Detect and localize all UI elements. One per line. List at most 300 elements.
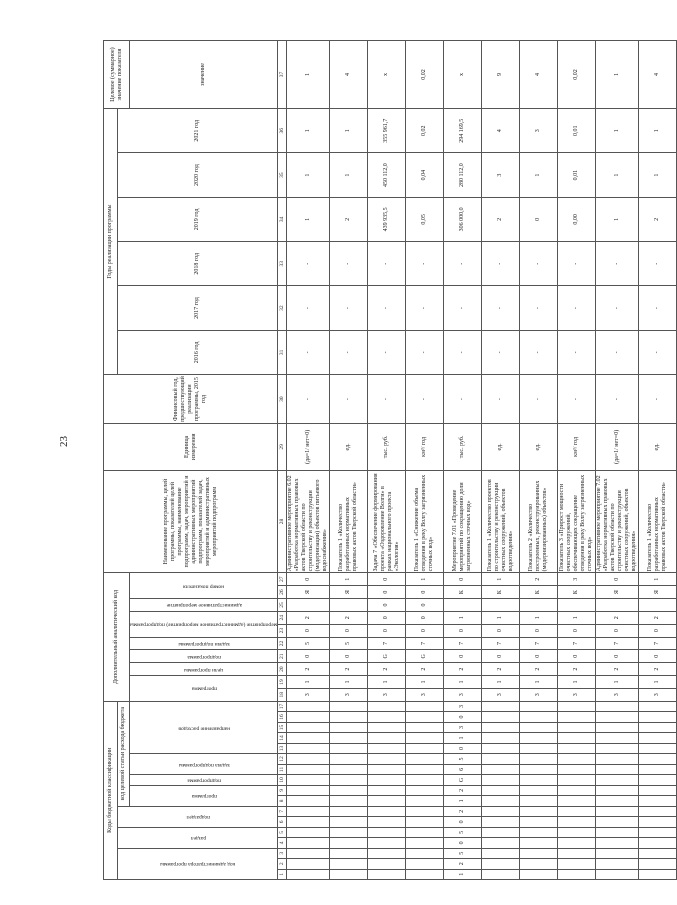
row-year-value: 2 bbox=[482, 197, 520, 241]
header-classification: Коды бюджетной классификации bbox=[104, 701, 118, 879]
budget-code-cell bbox=[520, 838, 558, 848]
row-fin-year: - bbox=[639, 375, 677, 424]
budget-code-cell bbox=[596, 764, 639, 774]
row-unit: км³/ год bbox=[406, 424, 444, 471]
row-name: Показатель 1 «Снижение объема отведения в реку Волгу загрязненных сточных вод» bbox=[406, 470, 444, 573]
budget-code-cell bbox=[558, 838, 596, 848]
row-year-value: - bbox=[639, 330, 677, 374]
row-unit: км³/ год bbox=[558, 424, 596, 471]
row-year-value: - bbox=[287, 242, 330, 286]
row-year-value: - bbox=[406, 242, 444, 286]
budget-code-cell bbox=[330, 775, 368, 785]
budget-code-cell bbox=[596, 869, 639, 879]
row-fin-year: - bbox=[482, 375, 520, 424]
budget-code-cell bbox=[558, 859, 596, 869]
budget-code-cell bbox=[330, 859, 368, 869]
row-unit: ед. bbox=[482, 424, 520, 471]
budget-code-cell bbox=[406, 869, 444, 879]
analytic-code-cell: 2 bbox=[558, 663, 596, 676]
row-unit: ед. bbox=[330, 424, 368, 471]
budget-code-cell bbox=[330, 701, 368, 712]
header-event: мероприятие (административное мероприятие) подпрограммы bbox=[130, 611, 278, 637]
column-number: 13 bbox=[278, 743, 287, 753]
column-number: 14 bbox=[278, 733, 287, 743]
budget-code-cell bbox=[482, 754, 520, 764]
column-number: 17 bbox=[278, 701, 287, 712]
analytic-code-cell: 2 bbox=[520, 573, 558, 586]
row-year-value: - bbox=[520, 286, 558, 330]
row-year-value: 0,05 bbox=[406, 197, 444, 241]
row-year-value: 1 bbox=[330, 153, 368, 197]
analytic-code-cell bbox=[482, 599, 520, 612]
analytic-code-cell: 0 bbox=[444, 624, 482, 637]
row-year-value: - bbox=[368, 286, 406, 330]
budget-code-cell bbox=[406, 722, 444, 732]
budget-code-cell: 3 bbox=[444, 722, 482, 732]
budget-code-cell bbox=[596, 743, 639, 753]
budget-code-cell bbox=[520, 733, 558, 743]
table-row bbox=[444, 41, 482, 880]
column-number: 28 bbox=[278, 470, 287, 573]
column-number: 7 bbox=[278, 806, 287, 816]
row-year-value: 280 112,0 bbox=[444, 153, 482, 197]
analytic-code-cell: 3 bbox=[520, 688, 558, 701]
row-year-value: - bbox=[444, 286, 482, 330]
row-year-value: 2 bbox=[330, 197, 368, 241]
analytic-code-cell: 0 bbox=[558, 650, 596, 663]
row-name: Административное мероприятие 6.02 «Разработка нормативных правовых актов Тверской области по строительству и реконструкции (модернизации) объектов питьевого водоснабжения» bbox=[287, 470, 330, 573]
budget-code-cell bbox=[482, 722, 520, 732]
analytic-code-cell: 0 bbox=[482, 624, 520, 637]
header-direction: направление расходов bbox=[130, 701, 278, 754]
budget-code-cell bbox=[639, 785, 677, 795]
column-number: 29 bbox=[278, 424, 287, 471]
row-target-value: 0,02 bbox=[406, 41, 444, 109]
row-year-value: - bbox=[368, 242, 406, 286]
budget-code-cell bbox=[368, 712, 406, 722]
row-year-value: - bbox=[444, 242, 482, 286]
analytic-code-cell: 0 bbox=[639, 624, 677, 637]
table-row bbox=[482, 41, 520, 880]
analytic-code-cell: 1 bbox=[482, 573, 520, 586]
budget-code-cell bbox=[368, 754, 406, 764]
column-number: 22 bbox=[278, 637, 287, 650]
budget-code-cell bbox=[596, 785, 639, 795]
budget-code-cell bbox=[287, 785, 330, 795]
analytic-code-cell: 2 bbox=[287, 611, 330, 624]
header-budget-subgroup: код целевой статьи расхода бюджета bbox=[118, 701, 130, 806]
analytic-code-cell: 2 bbox=[639, 663, 677, 676]
analytic-code-cell: Я bbox=[287, 586, 330, 599]
budget-code-cell bbox=[482, 796, 520, 806]
budget-code-cell bbox=[330, 838, 368, 848]
analytic-code-cell: 0 bbox=[368, 624, 406, 637]
row-target-value: 1 bbox=[596, 41, 639, 109]
budget-code-cell bbox=[639, 796, 677, 806]
budget-code-cell bbox=[520, 796, 558, 806]
header-sub: подпрограмма bbox=[130, 650, 278, 663]
budget-code-cell bbox=[368, 838, 406, 848]
row-fin-year: - bbox=[520, 375, 558, 424]
analytic-code-cell: 1 bbox=[287, 676, 330, 689]
analytic-code-cell: 0 bbox=[596, 650, 639, 663]
budget-code-cell bbox=[368, 869, 406, 879]
budget-code-cell bbox=[596, 754, 639, 764]
row-year-value: 2 bbox=[639, 197, 677, 241]
row-year-value: - bbox=[596, 286, 639, 330]
budget-code-cell: 2 bbox=[444, 859, 482, 869]
budget-code-cell bbox=[406, 775, 444, 785]
budget-code-cell bbox=[596, 733, 639, 743]
row-target-value: 4 bbox=[330, 41, 368, 109]
budget-code-cell bbox=[596, 848, 639, 858]
analytic-code-cell: 0 bbox=[639, 650, 677, 663]
column-number: 36 bbox=[278, 109, 287, 153]
budget-code-cell bbox=[558, 743, 596, 753]
budget-code-cell bbox=[287, 859, 330, 869]
row-name: Показатель 3 «Прирост мощности очистных сооружений, обеспечивающих сокращение отведения в реку Волгу загрязненных сточных вод» bbox=[558, 470, 596, 573]
column-number: 37 bbox=[278, 41, 287, 109]
column-number: 27 bbox=[278, 573, 287, 586]
budget-code-cell: 5 bbox=[444, 827, 482, 837]
column-number: 30 bbox=[278, 375, 287, 424]
analytic-code-cell: К bbox=[482, 586, 520, 599]
budget-code-cell bbox=[520, 785, 558, 795]
budget-code-cell bbox=[287, 701, 330, 712]
row-target-value: х bbox=[444, 41, 482, 109]
column-numbers-row bbox=[278, 41, 287, 880]
budget-code-cell bbox=[406, 827, 444, 837]
analytic-code-cell: 0 bbox=[406, 586, 444, 599]
budget-code-cell: 3 bbox=[444, 701, 482, 712]
row-year-value: 1 bbox=[287, 109, 330, 153]
budget-code-cell: 1 bbox=[444, 796, 482, 806]
column-number: 1 bbox=[278, 869, 287, 879]
budget-code-cell: 0 bbox=[444, 712, 482, 722]
analytic-code-cell: 0 bbox=[287, 624, 330, 637]
analytic-code-cell: 1 bbox=[558, 611, 596, 624]
budget-code-cell bbox=[287, 743, 330, 753]
budget-code-cell bbox=[287, 722, 330, 732]
budget-code-cell bbox=[596, 712, 639, 722]
budget-code-cell bbox=[368, 848, 406, 858]
budget-code-cell bbox=[406, 764, 444, 774]
analytic-code-cell: 0 bbox=[406, 624, 444, 637]
budget-code-cell bbox=[639, 743, 677, 753]
row-year-value: - bbox=[287, 286, 330, 330]
budget-code-cell: 0 bbox=[444, 838, 482, 848]
analytic-code-cell: 7 bbox=[596, 637, 639, 650]
analytic-code-cell: 7 bbox=[558, 637, 596, 650]
header-number: номер показателя bbox=[130, 573, 278, 599]
budget-code-cell bbox=[558, 848, 596, 858]
analytic-code-cell: 1 bbox=[330, 676, 368, 689]
budget-code-cell bbox=[558, 733, 596, 743]
row-year-value: - bbox=[482, 330, 520, 374]
year-2020: 2020 год bbox=[118, 153, 278, 197]
budget-code-cell bbox=[558, 722, 596, 732]
budget-code-cell bbox=[482, 764, 520, 774]
budget-code-cell bbox=[520, 743, 558, 753]
row-target-value: 1 bbox=[287, 41, 330, 109]
budget-code-cell bbox=[520, 827, 558, 837]
budget-code-cell bbox=[368, 743, 406, 753]
analytic-code-cell: 2 bbox=[406, 663, 444, 676]
budget-code-cell bbox=[482, 733, 520, 743]
budget-code-cell bbox=[330, 785, 368, 795]
analytic-code-cell: Я bbox=[330, 586, 368, 599]
row-fin-year: - bbox=[330, 375, 368, 424]
budget-code-cell bbox=[482, 701, 520, 712]
row-year-value: 306 000,0 bbox=[444, 197, 482, 241]
budget-code-cell bbox=[520, 712, 558, 722]
analytic-code-cell bbox=[287, 599, 330, 612]
budget-code-cell bbox=[558, 775, 596, 785]
budget-code-cell bbox=[330, 733, 368, 743]
analytic-code-cell: 0 bbox=[287, 573, 330, 586]
analytic-code-cell: G bbox=[368, 650, 406, 663]
header-value: значение bbox=[130, 41, 278, 109]
header-admin-sign: административное мероприятие bbox=[130, 599, 278, 612]
analytic-code-cell: 7 bbox=[639, 637, 677, 650]
budget-code-cell bbox=[482, 838, 520, 848]
column-number: 23 bbox=[278, 624, 287, 637]
analytic-code-cell: 5 bbox=[330, 637, 368, 650]
budget-code-cell bbox=[639, 733, 677, 743]
analytic-code-cell: 3 bbox=[444, 688, 482, 701]
analytic-code-cell: К bbox=[558, 586, 596, 599]
budget-code-cell: 6 bbox=[444, 764, 482, 774]
budget-code-cell bbox=[520, 848, 558, 858]
row-year-value: - bbox=[558, 286, 596, 330]
budget-code-cell bbox=[368, 785, 406, 795]
row-year-value: - bbox=[330, 286, 368, 330]
analytic-code-cell: 1 bbox=[482, 676, 520, 689]
row-year-value: - bbox=[482, 242, 520, 286]
analytic-code-cell: 0 bbox=[520, 650, 558, 663]
budget-code-cell bbox=[406, 754, 444, 764]
analytic-code-cell: 1 bbox=[406, 676, 444, 689]
row-target-value: х bbox=[368, 41, 406, 109]
row-year-value: 1 bbox=[520, 153, 558, 197]
analytic-code-cell bbox=[520, 599, 558, 612]
analytic-code-cell bbox=[596, 599, 639, 612]
column-number: 5 bbox=[278, 827, 287, 837]
analytic-code-cell: 0 bbox=[287, 650, 330, 663]
row-unit: тыс. руб. bbox=[368, 424, 406, 471]
row-year-value: - bbox=[558, 242, 596, 286]
analytic-code-cell: 3 bbox=[558, 573, 596, 586]
budget-code-cell bbox=[406, 838, 444, 848]
budget-code-cell bbox=[406, 806, 444, 816]
budget-code-cell bbox=[639, 817, 677, 827]
analytic-code-cell: 1 bbox=[558, 676, 596, 689]
budget-code-cell bbox=[558, 796, 596, 806]
budget-code-cell bbox=[368, 859, 406, 869]
budget-code-cell bbox=[596, 838, 639, 848]
column-number: 12 bbox=[278, 754, 287, 764]
column-number: 11 bbox=[278, 764, 287, 774]
analytic-code-cell: 2 bbox=[596, 611, 639, 624]
budget-code-cell bbox=[520, 701, 558, 712]
budget-code-cell bbox=[520, 806, 558, 816]
row-year-value: 0,00 bbox=[558, 197, 596, 241]
analytic-code-cell: 3 bbox=[482, 688, 520, 701]
budget-code-cell bbox=[287, 838, 330, 848]
budget-code-cell: 2 bbox=[444, 806, 482, 816]
budget-code-cell bbox=[330, 869, 368, 879]
budget-code-cell bbox=[639, 754, 677, 764]
row-unit: тыс. руб. bbox=[444, 424, 482, 471]
row-year-value: 1 bbox=[287, 197, 330, 241]
row-target-value: 4 bbox=[520, 41, 558, 109]
budget-code-cell bbox=[406, 796, 444, 806]
budget-code-cell bbox=[330, 722, 368, 732]
budget-code-cell bbox=[482, 869, 520, 879]
budget-code-cell bbox=[368, 817, 406, 827]
budget-code-cell bbox=[287, 712, 330, 722]
row-unit: ед. bbox=[520, 424, 558, 471]
analytic-code-cell: 1 bbox=[444, 611, 482, 624]
budget-code-cell bbox=[558, 785, 596, 795]
landscape-sheet bbox=[103, 40, 668, 880]
analytic-code-cell: 0 bbox=[330, 650, 368, 663]
row-year-value: - bbox=[444, 330, 482, 374]
budget-code-cell bbox=[287, 754, 330, 764]
budget-code-cell bbox=[482, 743, 520, 753]
analytic-code-cell: 1 bbox=[368, 676, 406, 689]
table-row bbox=[406, 41, 444, 880]
budget-code-cell bbox=[639, 764, 677, 774]
budget-code-cell bbox=[596, 722, 639, 732]
header-task2: задачи подпрограммы bbox=[130, 637, 278, 650]
analytic-code-cell: 0 bbox=[558, 624, 596, 637]
analytic-code-cell: G bbox=[406, 650, 444, 663]
analytic-code-cell: 0 bbox=[368, 573, 406, 586]
budget-code-cell bbox=[406, 817, 444, 827]
budget-code-cell bbox=[520, 817, 558, 827]
header-unit: Единица измерения bbox=[104, 424, 278, 471]
column-number: 16 bbox=[278, 712, 287, 722]
analytic-code-cell: 7 bbox=[482, 637, 520, 650]
budget-code-cell bbox=[368, 722, 406, 732]
row-fin-year: - bbox=[444, 375, 482, 424]
row-name: Показатель 1 «Количество проектов по строительству и реконструкции очистных сооружений, объектов водоотведения» bbox=[482, 470, 520, 573]
budget-code-cell bbox=[287, 775, 330, 785]
budget-code-cell bbox=[406, 743, 444, 753]
analytic-code-cell: 3 bbox=[368, 688, 406, 701]
analytic-code-cell bbox=[444, 599, 482, 612]
header-task: задача подпрограммы bbox=[130, 754, 278, 775]
header-fin-year: Финансовый год, предшествующий реализации программы, 2015 год bbox=[104, 375, 278, 424]
budget-code-cell bbox=[639, 827, 677, 837]
column-number: 3 bbox=[278, 848, 287, 858]
year-2017: 2017 год bbox=[118, 286, 278, 330]
budget-code-cell bbox=[596, 796, 639, 806]
budget-code-cell: 2 bbox=[444, 785, 482, 795]
analytic-code-cell: 3 bbox=[287, 688, 330, 701]
analytic-code-cell: 3 bbox=[596, 688, 639, 701]
analytic-code-cell: 7 bbox=[406, 637, 444, 650]
row-target-value: 4 bbox=[639, 41, 677, 109]
analytic-code-cell: 1 bbox=[444, 676, 482, 689]
analytic-code-cell bbox=[330, 599, 368, 612]
budget-code-cell bbox=[406, 859, 444, 869]
row-unit: (да=1/ нет=0) bbox=[287, 424, 330, 471]
column-number: 2 bbox=[278, 859, 287, 869]
table-row bbox=[596, 41, 639, 880]
column-number: 20 bbox=[278, 663, 287, 676]
budget-code-cell bbox=[368, 764, 406, 774]
budget-code-cell bbox=[330, 743, 368, 753]
budget-code-cell bbox=[482, 859, 520, 869]
column-number: 25 bbox=[278, 599, 287, 612]
budget-code-cell bbox=[482, 785, 520, 795]
row-year-value: 1 bbox=[596, 153, 639, 197]
budget-code-cell bbox=[639, 838, 677, 848]
analytic-code-cell: К bbox=[520, 586, 558, 599]
analytic-code-cell: 1 bbox=[482, 611, 520, 624]
budget-code-cell bbox=[330, 848, 368, 858]
budget-code-cell: 5 bbox=[444, 754, 482, 764]
header-program: программа bbox=[130, 785, 278, 806]
budget-code-cell bbox=[639, 722, 677, 732]
budget-code-cell bbox=[287, 848, 330, 858]
row-year-value: 1 bbox=[639, 153, 677, 197]
budget-code-cell bbox=[287, 764, 330, 774]
row-year-value: - bbox=[330, 330, 368, 374]
row-year-value: 0,02 bbox=[406, 109, 444, 153]
header-prog: программа bbox=[130, 676, 278, 702]
analytic-code-cell: 2 bbox=[520, 663, 558, 676]
row-target-value: 9 bbox=[482, 41, 520, 109]
analytic-code-cell: 0 bbox=[406, 611, 444, 624]
analytic-code-cell: 0 bbox=[368, 586, 406, 599]
row-name: Задача 7 «Обеспечение формирования проекта «Оздоровление Волги» в рамках национального проекта «Экология» bbox=[368, 470, 406, 573]
row-year-value: - bbox=[520, 330, 558, 374]
header-target-title: Целевое (суммарное) значение показателя bbox=[104, 41, 130, 109]
analytic-code-cell: К bbox=[444, 586, 482, 599]
budget-code-cell bbox=[558, 764, 596, 774]
row-year-value: - bbox=[330, 242, 368, 286]
budget-code-cell bbox=[639, 869, 677, 879]
row-fin-year: - bbox=[287, 375, 330, 424]
row-year-value: 0 bbox=[520, 197, 558, 241]
header-years-title: Годы реализации программы bbox=[104, 109, 118, 375]
budget-code-cell bbox=[520, 869, 558, 879]
budget-code-cell bbox=[482, 775, 520, 785]
row-year-value: - bbox=[482, 286, 520, 330]
row-year-value: 4 bbox=[482, 109, 520, 153]
budget-code-cell bbox=[287, 869, 330, 879]
budget-code-cell bbox=[558, 806, 596, 816]
analytic-code-cell: 2 bbox=[287, 663, 330, 676]
year-2021: 2021 год bbox=[118, 109, 278, 153]
row-year-value: 1 bbox=[596, 197, 639, 241]
column-number: 35 bbox=[278, 153, 287, 197]
budget-code-cell bbox=[596, 859, 639, 869]
budget-code-cell bbox=[482, 806, 520, 816]
analytic-code-cell: 2 bbox=[482, 663, 520, 676]
analytic-code-cell: 2 bbox=[330, 663, 368, 676]
budget-code-cell bbox=[368, 733, 406, 743]
row-year-value: - bbox=[639, 242, 677, 286]
budget-code-cell bbox=[596, 827, 639, 837]
analytic-code-cell: 7 bbox=[368, 637, 406, 650]
analytic-code-cell: Я bbox=[639, 586, 677, 599]
budget-code-cell bbox=[368, 806, 406, 816]
budget-code-cell bbox=[520, 764, 558, 774]
